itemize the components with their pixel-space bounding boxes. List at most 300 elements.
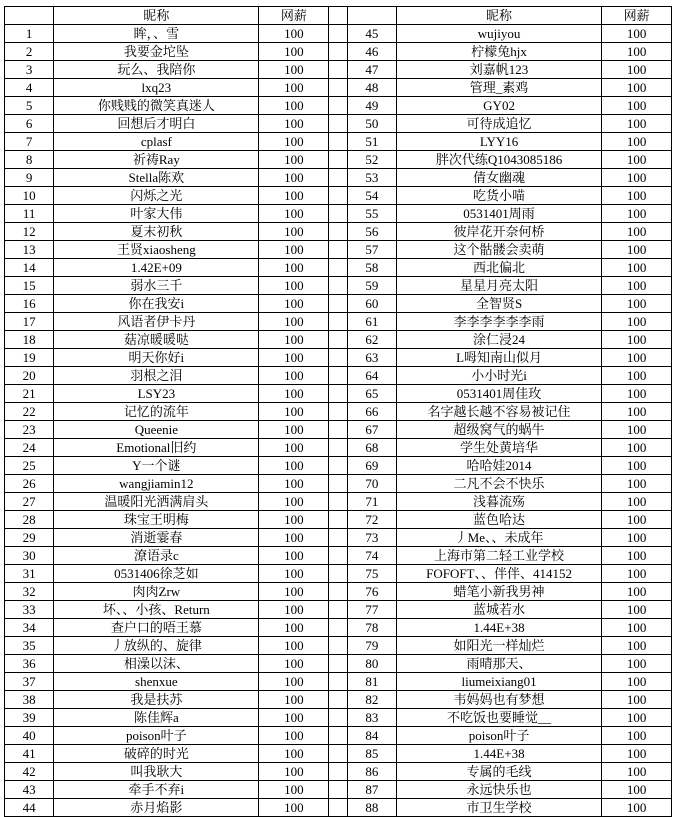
table-row (5, 205, 672, 223)
row-pay-left: 100 (259, 205, 329, 223)
row-index-right: 60 (347, 295, 396, 313)
table-row (5, 241, 672, 259)
row-index-right: 62 (347, 331, 396, 349)
column-gap (329, 619, 347, 637)
row-index-left: 22 (5, 403, 54, 421)
column-gap (329, 583, 347, 601)
column-gap (329, 259, 347, 277)
row-index-left: 31 (5, 565, 54, 583)
row-nickname-left: 记忆的流年 (54, 403, 259, 421)
row-pay-left: 100 (259, 151, 329, 169)
row-index-left: 12 (5, 223, 54, 241)
row-pay-left: 100 (259, 349, 329, 367)
row-index-left: 34 (5, 619, 54, 637)
table-row (5, 43, 672, 61)
row-index-left: 32 (5, 583, 54, 601)
row-pay-left: 100 (259, 97, 329, 115)
table-row (5, 97, 672, 115)
row-nickname-right: 全智贤S (396, 295, 601, 313)
row-index-left: 2 (5, 43, 54, 61)
row-index-right: 54 (347, 187, 396, 205)
row-index-left: 41 (5, 745, 54, 763)
row-index-right: 74 (347, 547, 396, 565)
row-pay-left: 100 (259, 745, 329, 763)
row-pay-right: 100 (602, 529, 672, 547)
row-nickname-right: 雨晴那天、 (396, 655, 601, 673)
table-row (5, 385, 672, 403)
column-gap (329, 457, 347, 475)
header-nickname-right: 昵称 (396, 7, 601, 25)
row-pay-right: 100 (602, 745, 672, 763)
row-nickname-right: 星星月亮太阳 (396, 277, 601, 295)
row-pay-right: 100 (602, 223, 672, 241)
table-row (5, 547, 672, 565)
row-index-left: 30 (5, 547, 54, 565)
row-index-right: 88 (347, 799, 396, 817)
column-gap (329, 187, 347, 205)
row-pay-right: 100 (602, 79, 672, 97)
table-row (5, 421, 672, 439)
row-nickname-left: 消逝霎春 (54, 529, 259, 547)
row-nickname-right: 市卫生学校 (396, 799, 601, 817)
row-pay-left: 100 (259, 115, 329, 133)
row-pay-right: 100 (602, 43, 672, 61)
column-gap (329, 637, 347, 655)
row-pay-right: 100 (602, 619, 672, 637)
row-nickname-left: 珠宝王明梅 (54, 511, 259, 529)
table-row (5, 799, 672, 817)
row-pay-left: 100 (259, 709, 329, 727)
row-nickname-left: 肉肉Zrw (54, 583, 259, 601)
column-gap (329, 547, 347, 565)
row-nickname-left: Stella陈欢 (54, 169, 259, 187)
column-gap (329, 493, 347, 511)
column-gap (329, 133, 347, 151)
row-nickname-left: 破碎的时光 (54, 745, 259, 763)
header-pay-left: 网薪 (259, 7, 329, 25)
table-row (5, 223, 672, 241)
table-row (5, 781, 672, 799)
row-pay-left: 100 (259, 565, 329, 583)
row-index-right: 86 (347, 763, 396, 781)
row-pay-right: 100 (602, 187, 672, 205)
row-pay-left: 100 (259, 169, 329, 187)
row-pay-left: 100 (259, 691, 329, 709)
row-nickname-left: 王贤xiaosheng (54, 241, 259, 259)
row-index-right: 63 (347, 349, 396, 367)
row-index-right: 45 (347, 25, 396, 43)
row-index-left: 37 (5, 673, 54, 691)
row-index-right: 76 (347, 583, 396, 601)
row-pay-left: 100 (259, 655, 329, 673)
column-gap (329, 475, 347, 493)
row-pay-right: 100 (602, 547, 672, 565)
row-pay-right: 100 (602, 655, 672, 673)
row-nickname-left: 叶家大伟 (54, 205, 259, 223)
column-gap (329, 529, 347, 547)
row-nickname-left: 丿放纵的、旋律 (54, 637, 259, 655)
row-nickname-left: 我是扶苏 (54, 691, 259, 709)
row-pay-left: 100 (259, 61, 329, 79)
row-pay-left: 100 (259, 133, 329, 151)
row-pay-right: 100 (602, 421, 672, 439)
row-pay-left: 100 (259, 223, 329, 241)
column-gap (329, 25, 347, 43)
column-gap (329, 7, 347, 25)
header-index-left (5, 7, 54, 25)
row-index-left: 4 (5, 79, 54, 97)
row-nickname-right: 李李李李李李雨 (396, 313, 601, 331)
table-row (5, 187, 672, 205)
row-index-right: 57 (347, 241, 396, 259)
row-nickname-left: Y一个谜 (54, 457, 259, 475)
row-pay-left: 100 (259, 241, 329, 259)
row-pay-right: 100 (602, 367, 672, 385)
row-nickname-right: 小小时光i (396, 367, 601, 385)
row-pay-right: 100 (602, 799, 672, 817)
row-nickname-left: 陈佳辉a (54, 709, 259, 727)
row-index-left: 39 (5, 709, 54, 727)
column-gap (329, 781, 347, 799)
row-index-left: 8 (5, 151, 54, 169)
row-pay-right: 100 (602, 439, 672, 457)
row-index-left: 43 (5, 781, 54, 799)
row-nickname-left: 夏末初秋 (54, 223, 259, 241)
table-row (5, 601, 672, 619)
row-pay-right: 100 (602, 349, 672, 367)
row-pay-left: 100 (259, 781, 329, 799)
row-index-right: 85 (347, 745, 396, 763)
row-nickname-right: 这个骷髅会卖萌 (396, 241, 601, 259)
column-gap (329, 403, 347, 421)
row-pay-left: 100 (259, 727, 329, 745)
row-pay-left: 100 (259, 475, 329, 493)
table-row (5, 763, 672, 781)
row-pay-left: 100 (259, 763, 329, 781)
column-gap (329, 61, 347, 79)
row-pay-right: 100 (602, 709, 672, 727)
row-nickname-right: 涂仁浸24 (396, 331, 601, 349)
row-nickname-left: 你贱贱的微笑真迷人 (54, 97, 259, 115)
row-nickname-right: liumeixiang01 (396, 673, 601, 691)
row-index-right: 53 (347, 169, 396, 187)
row-pay-left: 100 (259, 601, 329, 619)
row-index-right: 66 (347, 403, 396, 421)
row-nickname-right: 二凡不会不快乐 (396, 475, 601, 493)
row-pay-right: 100 (602, 691, 672, 709)
row-index-left: 25 (5, 457, 54, 475)
row-pay-left: 100 (259, 79, 329, 97)
row-pay-left: 100 (259, 583, 329, 601)
row-pay-left: 100 (259, 277, 329, 295)
row-index-left: 24 (5, 439, 54, 457)
column-gap (329, 709, 347, 727)
row-index-left: 28 (5, 511, 54, 529)
table-row (5, 277, 672, 295)
row-nickname-right: 上海市第二轻工业学校 (396, 547, 601, 565)
row-index-left: 14 (5, 259, 54, 277)
row-nickname-right: 管理_素鸡 (396, 79, 601, 97)
column-gap (329, 151, 347, 169)
row-pay-right: 100 (602, 493, 672, 511)
row-index-right: 87 (347, 781, 396, 799)
row-nickname-right: GY02 (396, 97, 601, 115)
row-pay-left: 100 (259, 187, 329, 205)
row-index-left: 13 (5, 241, 54, 259)
row-nickname-left: 明天你好i (54, 349, 259, 367)
row-nickname-left: 回想后才明白 (54, 115, 259, 133)
table-row (5, 673, 672, 691)
row-index-left: 35 (5, 637, 54, 655)
row-nickname-right: 彼岸花开奈何桥 (396, 223, 601, 241)
row-pay-right: 100 (602, 241, 672, 259)
row-index-right: 68 (347, 439, 396, 457)
row-nickname-left: 相澡以沫、 (54, 655, 259, 673)
row-pay-right: 100 (602, 169, 672, 187)
row-index-left: 15 (5, 277, 54, 295)
row-nickname-right: 柠檬兔hjx (396, 43, 601, 61)
column-gap (329, 169, 347, 187)
row-nickname-left: shenxue (54, 673, 259, 691)
row-nickname-left: 眸，、雪 (54, 25, 259, 43)
table-row (5, 691, 672, 709)
row-nickname-right: 西北偏北 (396, 259, 601, 277)
row-pay-left: 100 (259, 367, 329, 385)
row-pay-right: 100 (602, 61, 672, 79)
row-pay-left: 100 (259, 529, 329, 547)
row-pay-right: 100 (602, 259, 672, 277)
row-index-left: 7 (5, 133, 54, 151)
row-nickname-left: 牵手不弃i (54, 781, 259, 799)
column-gap (329, 349, 347, 367)
row-index-left: 21 (5, 385, 54, 403)
column-gap (329, 331, 347, 349)
row-nickname-right: 0531401周佳玫 (396, 385, 601, 403)
row-index-left: 27 (5, 493, 54, 511)
row-nickname-right: LYY16 (396, 133, 601, 151)
row-pay-right: 100 (602, 115, 672, 133)
row-nickname-right: 蓝色哈达 (396, 511, 601, 529)
row-nickname-left: Queenie (54, 421, 259, 439)
row-nickname-left: 叫我耿大 (54, 763, 259, 781)
row-index-left: 36 (5, 655, 54, 673)
row-nickname-right: 不吃饭也要睡觉__ (396, 709, 601, 727)
row-nickname-right: poison叶子 (396, 727, 601, 745)
row-pay-left: 100 (259, 637, 329, 655)
header-nickname-left: 昵称 (54, 7, 259, 25)
column-gap (329, 277, 347, 295)
row-pay-left: 100 (259, 439, 329, 457)
table-row (5, 349, 672, 367)
row-nickname-left: 温暖阳光洒满肩头 (54, 493, 259, 511)
row-index-right: 69 (347, 457, 396, 475)
table-row (5, 529, 672, 547)
row-nickname-left: cplasf (54, 133, 259, 151)
row-pay-right: 100 (602, 295, 672, 313)
row-index-right: 82 (347, 691, 396, 709)
table-row (5, 439, 672, 457)
table-row (5, 565, 672, 583)
row-index-left: 38 (5, 691, 54, 709)
row-index-right: 79 (347, 637, 396, 655)
table-row (5, 169, 672, 187)
row-pay-right: 100 (602, 583, 672, 601)
row-pay-right: 100 (602, 601, 672, 619)
row-pay-right: 100 (602, 331, 672, 349)
row-index-left: 17 (5, 313, 54, 331)
table-row (5, 745, 672, 763)
table-row (5, 367, 672, 385)
row-index-left: 1 (5, 25, 54, 43)
row-pay-left: 100 (259, 673, 329, 691)
row-pay-right: 100 (602, 727, 672, 745)
row-index-right: 73 (347, 529, 396, 547)
row-pay-right: 100 (602, 511, 672, 529)
row-nickname-left: 闪烁之光 (54, 187, 259, 205)
row-nickname-right: 可待成追忆 (396, 115, 601, 133)
table-row (5, 295, 672, 313)
row-pay-left: 100 (259, 493, 329, 511)
table-row (5, 79, 672, 97)
row-index-left: 6 (5, 115, 54, 133)
row-index-left: 40 (5, 727, 54, 745)
row-nickname-left: lxq23 (54, 79, 259, 97)
row-pay-left: 100 (259, 403, 329, 421)
nickname-pay-table (4, 6, 672, 817)
row-nickname-right: 1.44E+38 (396, 745, 601, 763)
row-pay-right: 100 (602, 763, 672, 781)
row-pay-left: 100 (259, 259, 329, 277)
row-index-right: 70 (347, 475, 396, 493)
column-gap (329, 673, 347, 691)
column-gap (329, 691, 347, 709)
column-gap (329, 43, 347, 61)
column-gap (329, 511, 347, 529)
row-nickname-left: 坏、、小孩、Return (54, 601, 259, 619)
row-nickname-left: 我要金坨坠 (54, 43, 259, 61)
column-gap (329, 313, 347, 331)
row-nickname-right: 刘嘉帆123 (396, 61, 601, 79)
row-index-right: 80 (347, 655, 396, 673)
row-nickname-right: 蜡笔小新我男神 (396, 583, 601, 601)
row-nickname-left: 潦语录c (54, 547, 259, 565)
row-nickname-right: 超级窝气的蜗牛 (396, 421, 601, 439)
row-pay-right: 100 (602, 313, 672, 331)
row-pay-right: 100 (602, 475, 672, 493)
row-index-left: 20 (5, 367, 54, 385)
row-nickname-left: wangjiamin12 (54, 475, 259, 493)
row-index-left: 5 (5, 97, 54, 115)
row-pay-right: 100 (602, 385, 672, 403)
row-index-right: 64 (347, 367, 396, 385)
table-row (5, 511, 672, 529)
row-nickname-right: 学生处黄培华 (396, 439, 601, 457)
row-index-left: 33 (5, 601, 54, 619)
row-nickname-right: 1.44E+38 (396, 619, 601, 637)
table-row (5, 25, 672, 43)
row-nickname-right: 名字越长越不容易被记住 (396, 403, 601, 421)
row-index-right: 50 (347, 115, 396, 133)
row-nickname-right: 吃货小喵 (396, 187, 601, 205)
row-nickname-right: 胖次代练Q1043085186 (396, 151, 601, 169)
table-row (5, 655, 672, 673)
table-row (5, 637, 672, 655)
row-index-left: 26 (5, 475, 54, 493)
table-row (5, 493, 672, 511)
row-nickname-left: LSY23 (54, 385, 259, 403)
row-index-left: 9 (5, 169, 54, 187)
row-index-right: 71 (347, 493, 396, 511)
table-row (5, 331, 672, 349)
row-nickname-left: 1.42E+09 (54, 259, 259, 277)
row-pay-right: 100 (602, 133, 672, 151)
table-row (5, 475, 672, 493)
row-pay-right: 100 (602, 637, 672, 655)
row-nickname-right: wujiyou (396, 25, 601, 43)
row-nickname-right: 永远快乐也 (396, 781, 601, 799)
column-gap (329, 79, 347, 97)
row-index-right: 49 (347, 97, 396, 115)
column-gap (329, 439, 347, 457)
row-pay-right: 100 (602, 457, 672, 475)
column-gap (329, 205, 347, 223)
table-row (5, 313, 672, 331)
column-gap (329, 421, 347, 439)
column-gap (329, 727, 347, 745)
row-nickname-left: 祈祷Ray (54, 151, 259, 169)
row-pay-right: 100 (602, 97, 672, 115)
row-nickname-left: 菇凉暖暖哒 (54, 331, 259, 349)
row-nickname-left: 你在我安i (54, 295, 259, 313)
table-row (5, 61, 672, 79)
row-nickname-right: FOFOFT、、伴伴、414152 (396, 565, 601, 583)
table-row (5, 619, 672, 637)
row-nickname-left: 风语者伊卡丹 (54, 313, 259, 331)
column-gap (329, 223, 347, 241)
row-nickname-right: L呣知南山似月 (396, 349, 601, 367)
row-pay-left: 100 (259, 43, 329, 61)
row-index-right: 72 (347, 511, 396, 529)
header-row (5, 7, 672, 25)
table-row (5, 115, 672, 133)
row-nickname-right: 浅暮流殇 (396, 493, 601, 511)
row-pay-left: 100 (259, 295, 329, 313)
row-nickname-left: poison叶子 (54, 727, 259, 745)
row-index-left: 44 (5, 799, 54, 817)
row-nickname-right: 丿Me、、未成年 (396, 529, 601, 547)
row-nickname-right: 0531401周雨 (396, 205, 601, 223)
row-nickname-right: 蓝城若水 (396, 601, 601, 619)
column-gap (329, 745, 347, 763)
row-index-right: 84 (347, 727, 396, 745)
table-row (5, 151, 672, 169)
row-pay-right: 100 (602, 781, 672, 799)
table-row (5, 727, 672, 745)
row-pay-right: 100 (602, 673, 672, 691)
table-header (5, 7, 672, 25)
row-nickname-left: 赤月焰影 (54, 799, 259, 817)
column-gap (329, 385, 347, 403)
row-index-left: 18 (5, 331, 54, 349)
table-row (5, 259, 672, 277)
row-nickname-left: 0531406徐芝如 (54, 565, 259, 583)
row-nickname-left: 羽根之泪 (54, 367, 259, 385)
row-nickname-right: 哈哈娃2014 (396, 457, 601, 475)
row-nickname-right: 韦妈妈也有梦想 (396, 691, 601, 709)
row-pay-left: 100 (259, 313, 329, 331)
column-gap (329, 763, 347, 781)
row-index-right: 78 (347, 619, 396, 637)
